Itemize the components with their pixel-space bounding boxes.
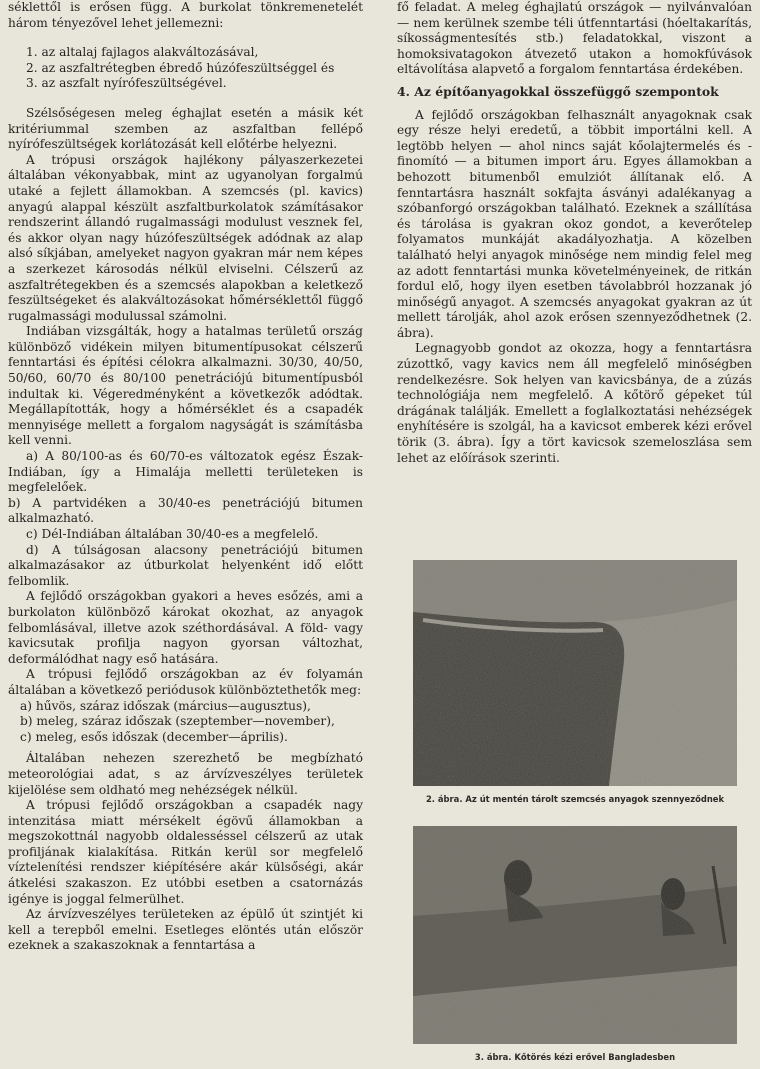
paragraph-meteorology: Általában nehezen szerezhető be megbízható meteorológiai adat, s az árvízveszélyes területek kijelölése sem oldható meg nehézségek nélkül. [8,751,363,797]
factor-list [8,45,363,92]
list-item: 1. az altalaj fajlagos alakváltozásával, [26,45,259,60]
figure-2-caption: 2. ábra. Az út mentén tárolt szemcsés anyagok szennyeződnek [425,794,725,804]
paragraph-a: a) A 80/100-as és 60/70-es változatok egész Észak-Indiában, így a Himalája melletti területeken is megfelelőek. [8,449,363,495]
paragraph-materials: A fejlődő országokban felhasznált anyagoknak csak egy része helyi eredetű, a többit importálni kell. A legtöbb helyen — ahol nincs saját kőolajtermelés és -finomító — a bitumen import áru. Egyes államokban a behozott bitumenből emulziót állítanak elő. A fenntartásra használt sokfajta ásványi adalékanyag a szóbanforgó országokban található. Ezeknek a szállítása és tárolása is gyakran okoz gondot, a keverőtelep folyamatos munkáját akadályozhatja. A közelben található helyi anyagok minősége nem mindig felel meg az adott fenntartási munka követelményeinek, de ritkán fordul elő, hogy ilyen esetben távolabbról hozzanak jó minőségű anyagot. A szemcsés anyagokat gyakran az út mellett tárolják, ahol azok erősen szennyeződhetnek (2. ábra). [397,107,752,340]
list-item: a) hűvös, száraz időszak (március—augusztus), [20,698,311,713]
figure-2-photo [413,560,737,786]
paragraph-drainage: A trópusi fejlődő országokban a csapadék nagy intenzitása miatt mérsékelt égövű államokban a megszokottnál nagyobb oldalesséssel célszerű az utak profiljának kialakítása. Ritkán kerül sor megfelelő víztelenítési rendszer kiépítésére akár külsőségi, akár átkelési szakaszon. Ez utóbbi esetben a csatornázás igénye is joggal felmerülhet. [8,798,363,906]
figure-3-photo [413,826,737,1044]
list-item: 2. az aszfaltrétegben ébredő húzófeszültséggel és [26,60,335,75]
section-heading: 4. Az építőanyagokkal összefüggő szempontok [397,83,719,99]
intro-paragraph: séklettől is erősen függ. A burkolat tönkremenetelét három tényezővel lehet jellemezni: [8,0,363,30]
paragraph-periods: A trópusi fejlődő országokban az év folyamán általában a következő periódusok különböztethetők meg: [8,667,363,697]
paragraph-rain: A fejlődő országokban gyakori a heves esőzés, ami a burkolaton különböző károkat okozhat, az anyagok felbomlásával, illetve azok széthordásával. A föld- vagy kavicsutak profilja nagyon gyorsan változhat, deformálódhat nagy eső hatására. [8,589,363,666]
list-item: c) meleg, esős időszak (december—április). [20,729,288,744]
right-column [397,0,752,466]
paragraph-extreme-climate: Szélsőségesen meleg éghajlat esetén a másik két kritériummal szemben az aszfaltban fellépő nyírófeszültségek korlátozását kell előtérbe helyezni. [8,105,363,152]
paragraph-continued: fő feladat. A meleg éghajlatú országok — nyilvánvalóan — nem kerülnek szembe téli útfenntartási (hóeltakarítás, síkosságmentesítés stb.) feladatokkal, viszont a homoksivatagokon átvezető utakon a homokfúvások eltávolítása alapvető a forgalom fenntartása érdekében. [397,0,752,77]
paragraph-gravel: Legnagyobb gondot az okozza, hogy a fenntartásra zúzottkő, vagy kavics nem áll megfelelő minőségben rendelkezésre. Sok helyen van kavicsbánya, de a zúzás technológiája nem megfelelő. A kőtörő gépeket túl drágának találják. Emellett a foglalkoztatási nehézségek enyhítésére is szolgál, ha a kavicsot emberek kézi erővel törik (3. ábra). Így a tört kavicsok szemeloszlása sem lehet az előírások szerinti. [397,341,752,465]
paragraph-india: Indiában vizsgálták, hogy a hatalmas területű ország különböző vidékein milyen bitumentípusokat célszerű fenntartási és építési célokra alkalmazni. 30/30, 40/50, 50/60, 60/70 és 80/100 penetrációjú bitumentípusból indultak ki. Végeredményként a következők adódtak. Megállapították, hogy a hőmérséklet és a csapadék mennyisége mellett a forgalom nagyságát is számításba kell venni. [8,324,363,448]
paragraph-flood: Az árvízveszélyes területeken az épülő út szintjét ki kell a terepből emelni. Esetleges elöntés után először ezeknek a szakaszoknak a fenntartása a [8,907,363,953]
left-column [8,0,363,954]
period-list [8,699,363,746]
paragraph-d: d) A túlságosan alacsony penetrációjú bitumen alkalmazásakor az útburkolat helyenként idő előtt felbomlik. [8,542,363,588]
figure-3-caption: 3. ábra. Kőtörés kézi erővel Bangladesben [474,1052,676,1062]
photo-stone-breaking [413,826,737,1044]
paragraph-tropical: A trópusi országok hajlékony pályaszerkezetei általában vékonyabbak, mint az ugyanolyan forgalmú utaké a fejlett államokban. A szemcsés (pl. kavics) anyagú alappal készült aszfaltburkolatok számításakor rendszerint állandó rugalmassági modulust vesznek fel, és akkor olyan nagy húzófeszültségek adódnak az alap alsó síkjában, amelyeket nagyon gyakran már nem képes a szerkezet károsodás nélkül elviselni. Célszerű az aszfaltrétegekben és a szemcsés alapokban a keletkező feszültségeket és alakváltozásokat hőmérséklettől függő rugalmassági modulussal számolni. [8,152,363,323]
paragraph-c: c) Dél-Indiában általában 30/40-es a megfelelő. [26,527,319,541]
paragraph-b: b) A partvidéken a 30/40-es penetrációjú bitumen alkalmazható. [8,495,363,526]
photo-roadside-gravel [413,560,737,786]
list-item: 3. az aszfalt nyírófeszültségével. [26,76,227,91]
list-item: b) meleg, száraz időszak (szeptember—november), [20,714,335,729]
